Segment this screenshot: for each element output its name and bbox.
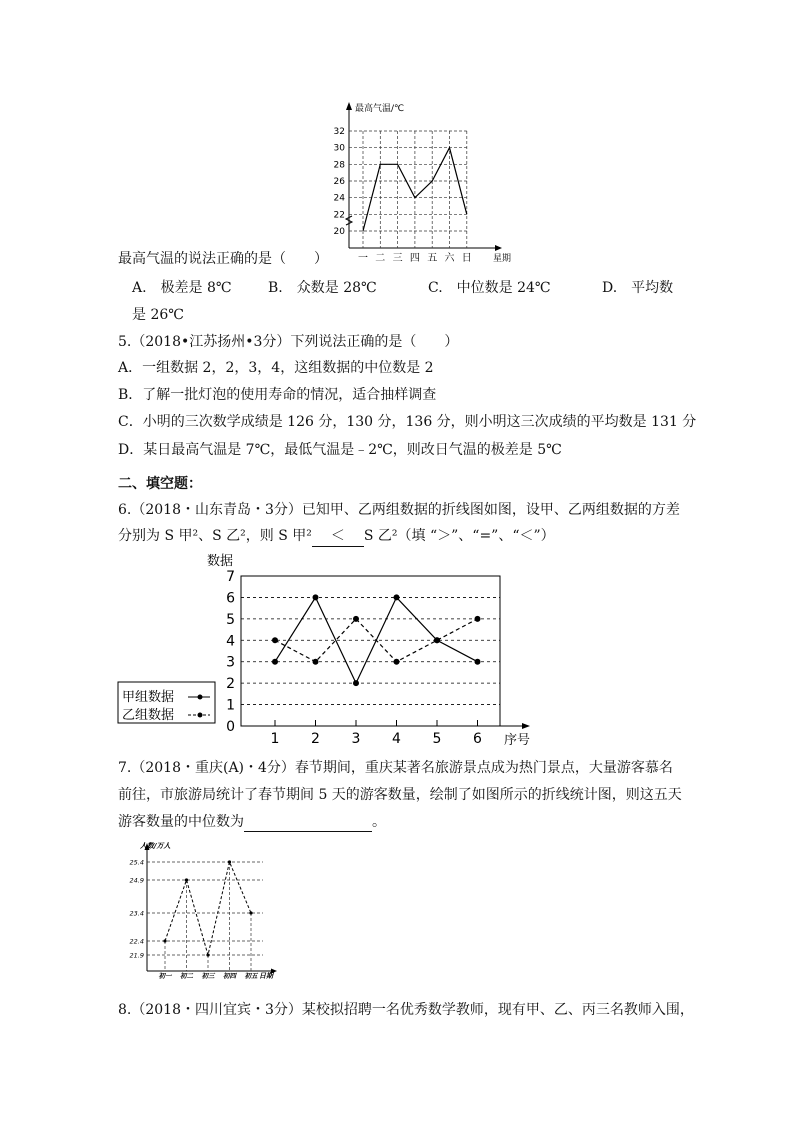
q5-option-d: D．某日最高气温是 7℃，最低气温是﹣2℃，则改日气温的极差是 5℃ — [118, 442, 562, 458]
y-tick-label: 6 — [226, 590, 235, 607]
x-axis-arrow — [522, 723, 530, 729]
y-axis-arrow — [346, 102, 352, 110]
q4-option-d-cont: 是 26℃ — [132, 307, 184, 323]
x-tick-label: 二 — [375, 253, 386, 264]
q6-line2-a: 分别为 S 甲²、S 乙²，则 S 甲² — [118, 528, 312, 544]
y-tick-label: 0 — [226, 719, 235, 735]
y-tick-label: 26 — [333, 177, 345, 187]
y-tick-label: 5 — [226, 611, 235, 628]
q8-line1: 8.（2018・四川宜宾・3分）某校拟招聘一名优秀数学教师，现有甲、乙、丙三名教师入围， — [118, 1002, 694, 1018]
x-tick-label: 四 — [409, 253, 420, 264]
axis-break — [346, 216, 352, 225]
q7-answer-blank — [244, 815, 372, 832]
x-tick-label: 一 — [358, 253, 368, 264]
y-tick-label: 4 — [226, 633, 235, 650]
y-tick-label: 24 — [333, 193, 345, 204]
y-tick-label: 32 — [333, 127, 345, 137]
x-tick-label: 六 — [444, 253, 455, 264]
q4-option-c: C. 中位数是 24℃ — [428, 280, 551, 296]
q5-option-c: C．小明的三次数学成绩是 126 分，130 分，136 分，则小明这三次成绩的平均数是 131 分 — [118, 414, 697, 430]
q7-line3-b: 。 — [372, 814, 386, 830]
y-tick-label: 1 — [226, 697, 235, 714]
q7-line3 — [118, 812, 386, 832]
y-axis-label: 人数/万人 — [140, 842, 171, 850]
y-tick-label: 3 — [226, 654, 235, 671]
q7-line3-a: 游客数量的中位数为 — [118, 814, 244, 830]
x-tick-label: 五 — [427, 253, 438, 264]
y-tick-label: 21.9 — [129, 951, 144, 960]
group-data-chart — [114, 548, 544, 748]
data-point — [394, 594, 400, 600]
y-axis-label: 数据 — [207, 554, 234, 569]
q6-answer: ＜ — [312, 526, 364, 547]
q7-line2: 前往，市旅游局统计了春节期间 5 天的游客数量，绘制了如图所示的折线统计图，则这五天 — [118, 787, 682, 803]
x-tick-label: 6 — [473, 731, 482, 747]
visitor-chart — [118, 838, 293, 986]
plot-frame — [241, 576, 500, 726]
data-point — [475, 659, 481, 665]
q6-line2 — [118, 526, 555, 547]
q5-stem: 5.（2018•江苏扬州•3分）下列说法正确的是（ ） — [118, 334, 459, 350]
data-point — [228, 860, 231, 863]
data-point — [163, 939, 166, 942]
y-tick-label: 7 — [226, 569, 235, 585]
data-point — [353, 680, 359, 686]
legend-marker — [198, 713, 203, 718]
q4-stem-end: 最高气温的说法正确的是（ ） — [118, 251, 328, 267]
x-axis-label: 星期 — [493, 254, 512, 264]
x-tick-label: 日 — [461, 253, 472, 264]
q4-option-b: B. 众数是 28℃ — [268, 280, 377, 296]
legend-label: 甲组数据 — [122, 690, 175, 705]
data-point — [475, 616, 481, 622]
y-tick-label: 28 — [333, 160, 345, 171]
y-tick-label: 23.4 — [129, 909, 144, 918]
data-point — [249, 911, 252, 914]
q4-option-d: D. 平均数 — [602, 280, 674, 296]
temperature-chart — [325, 98, 525, 264]
q6-line1: 6.（2018・山东青岛・3分）已知甲、乙两组数据的折线图如图，设甲、乙两组数据的方差 — [118, 502, 680, 518]
y-tick-label: 25.4 — [129, 858, 144, 867]
y-tick-label: 20 — [333, 227, 345, 237]
x-tick-label: 2 — [311, 731, 320, 747]
y-axis-label: 最高气温/℃ — [355, 104, 405, 114]
q4-option-a: A. 极差是 8℃ — [132, 280, 232, 296]
legend-label: 乙组数据 — [122, 708, 175, 723]
q6-line2-b: S 乙²（填 “＞”、“=”、“＜”） — [363, 528, 555, 544]
x-axis-label: 序号 — [504, 733, 531, 748]
data-point — [206, 953, 209, 956]
x-tick-label: 4 — [392, 731, 401, 747]
y-tick-label: 30 — [333, 143, 345, 154]
x-tick-label: 三 — [392, 253, 403, 264]
data-point — [394, 659, 400, 665]
y-tick-label: 24.9 — [129, 876, 144, 885]
data-point — [272, 659, 278, 665]
data-point — [313, 594, 319, 600]
data-point — [434, 637, 440, 643]
data-point — [185, 878, 188, 881]
x-tick-label: 3 — [351, 731, 361, 747]
data-point — [353, 616, 359, 622]
x-tick-label: 初一 — [158, 972, 172, 980]
x-tick-label: 初二 — [180, 972, 193, 980]
y-tick-label: 22.4 — [129, 937, 144, 946]
y-tick-label: 2 — [226, 676, 235, 693]
q5-option-b: B．了解一批灯泡的使用寿命的情况，适合抽样调查 — [118, 387, 437, 403]
data-point — [313, 659, 319, 665]
x-tick-label: 初四 — [223, 972, 236, 980]
data-point — [272, 637, 278, 643]
x-axis-arrow — [495, 245, 502, 251]
section-title: 二、填空题： — [118, 476, 202, 492]
x-tick-label: 初五 — [244, 972, 258, 980]
x-tick-label: 5 — [432, 731, 442, 747]
q7-line1: 7.（2018・重庆(A)・4分）春节期间，重庆某著名旅游景点成为热门景点，大量游客慕名 — [118, 760, 673, 776]
y-tick-label: 22 — [333, 210, 345, 221]
legend-marker — [198, 695, 203, 700]
x-tick-label: 初三 — [201, 972, 215, 980]
x-axis-label: 日期 — [259, 972, 273, 980]
x-tick-label: 1 — [270, 731, 280, 747]
q5-option-a: A．一组数据 2，2，3，4，这组数据的中位数是 2 — [118, 360, 434, 376]
